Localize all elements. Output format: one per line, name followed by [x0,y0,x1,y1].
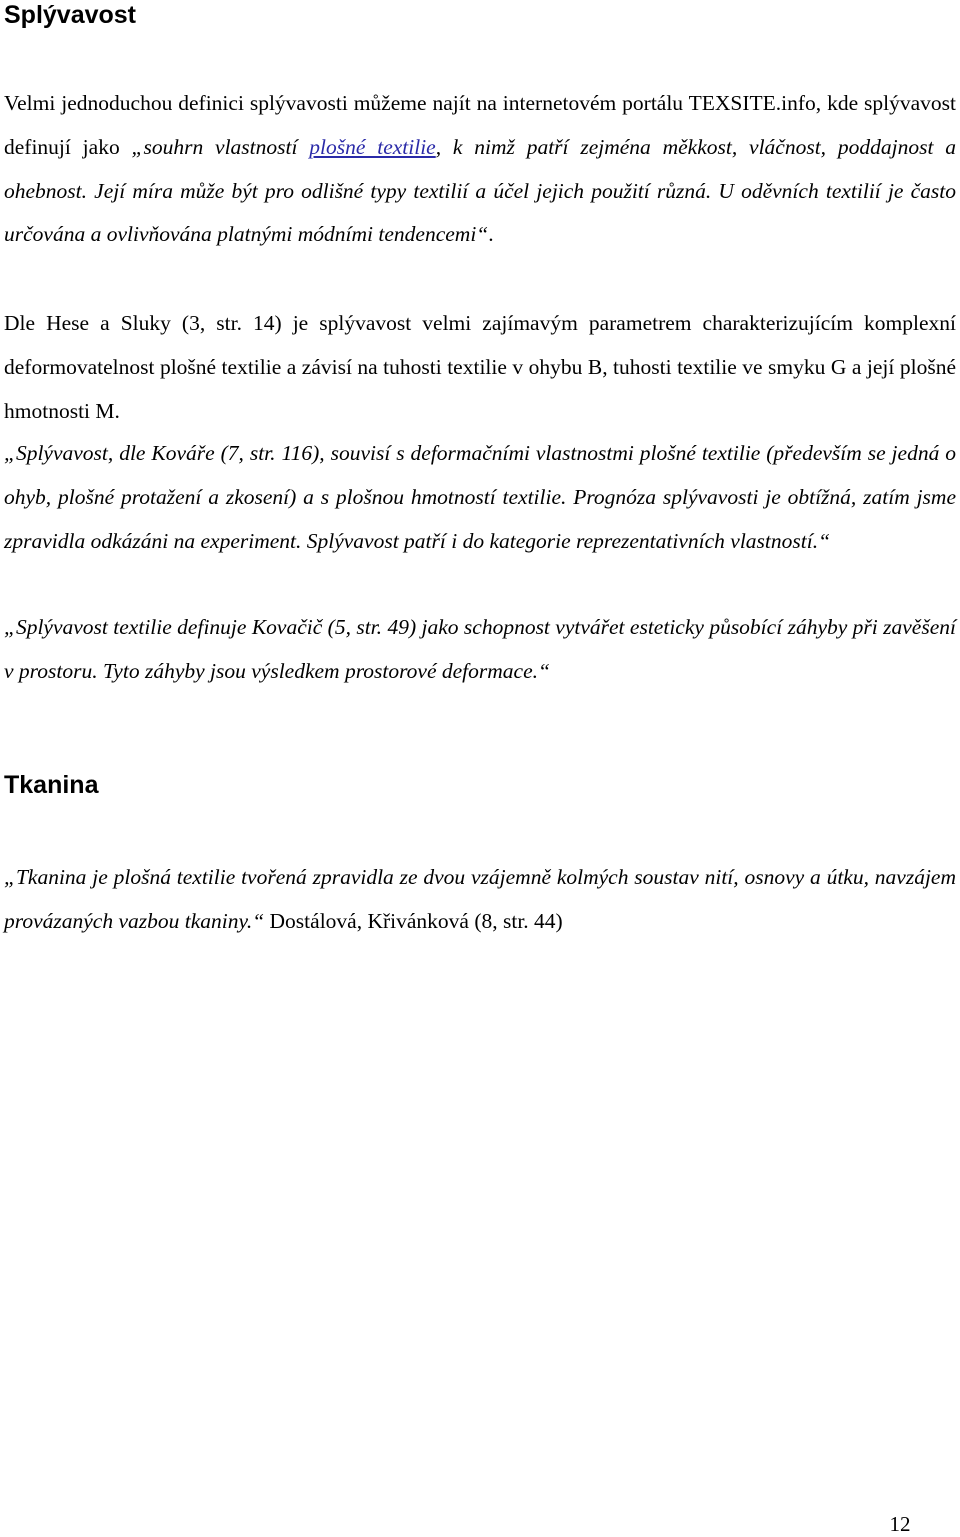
plosne-textilie-link[interactable]: plošné textilie [309,134,436,159]
quote-italic-text: „Tkanina je plošná textilie tvořená zpravidla ze dvou vzájemně kolmých soustav nití, osnovy a útku, navzájem provázaných vazbou tkaniny.“ [4,865,956,933]
quote-text: , k nimž patří zejména měkkost, vláčnost, poddajnost a ohebnost. Její míra může být pro odlišné typy textilií a účel jejich použití různá. U oděvních textilií je často určována a ovlivňována platnými módními tendencemi“ [4,134,957,247]
paragraph-text: Velmi jednoduchou definici splývavosti můžeme najít na internetovém portálu TEXSITE.info, kde splývavost definují jako [4,91,956,159]
paragraph-definition-texsite [4,82,956,257]
paragraph-hes-sluka: Dle Hese a Sluky (3, str. 14) je splývavost velmi zajímavým parametrem charakterizujícím komplexní deformovatelnost plošné textilie a závisí na tuhosti textilie v ohybu B, tuhosti textilie ve smyku G a její plošné hmotnosti M. [4,311,956,423]
quote-text: „souhrn vlastností [131,134,310,159]
paragraph-tkanina-definition [4,856,956,944]
paragraph-kovacic-quote [4,606,956,694]
section-heading-splyvavost: Splývavost [4,1,137,29]
citation-text: Dostálová, Křivánková (8, str. 44) [264,908,563,933]
section-heading-tkanina: Tkanina [4,771,99,799]
quote-italic-text [4,135,956,247]
paragraph-kovar-quote [4,432,956,563]
paragraph-text: . [488,222,494,247]
quote-italic-text: „Splývavost, dle Kováře (7, str. 116), souvisí s deformačními vlastnostmi plošné textilie (především se jedná o ohyb, plošné protažení a zkosení) a s plošnou hmotností textilie. Prognóza splývavosti je obtížná, zatím jsme zpravidla odkázáni na experiment. Splývavost patří i do kategorie reprezentativních vlastností.“ [4,441,956,553]
quote-italic-text: „Splývavost textilie definuje Kovačič (5, str. 49) jako schopnost vytvářet esteticky působící záhyby při zavěšení v prostoru. Tyto záhyby jsou výsledkem prostorové deformace.“ [4,615,956,683]
page-number: 12 [889,1512,911,1536]
